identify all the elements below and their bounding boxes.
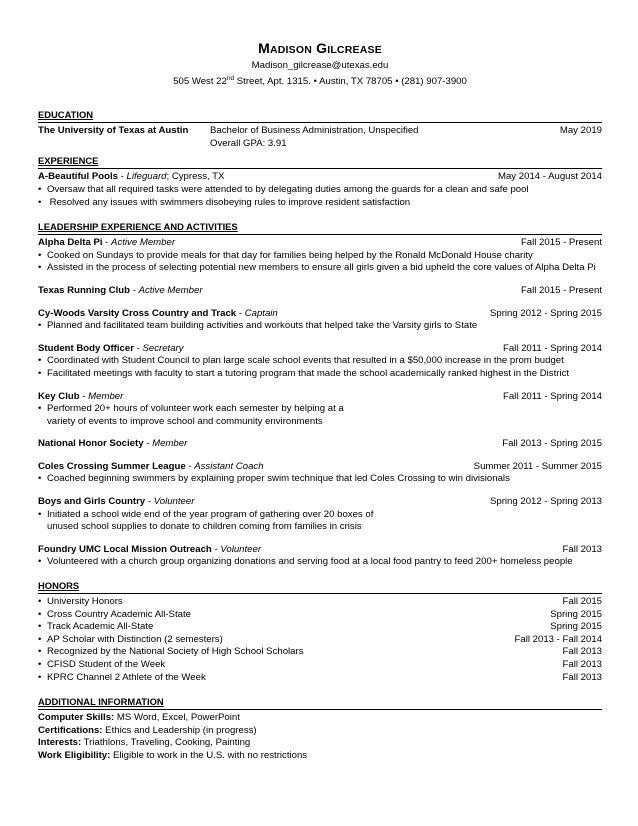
- bullet-continuation: unused school supplies to donate to children coming from families in crisis: [47, 521, 362, 533]
- info-value: MS Word, Excel, PowerPoint: [114, 712, 240, 724]
- info-value: Eligible to work in the U.S. with no restrictions: [110, 749, 308, 761]
- leadership-entry: [38, 285, 602, 298]
- leadership-entry: [38, 391, 602, 429]
- bullet-item: • Cooked on Sundays to provide meals for that day for families being helped by the Ronald McDonald House charity: [38, 249, 533, 261]
- bullet-separator: •: [313, 76, 317, 88]
- honor-name: CFISD Student of the Week: [47, 659, 166, 670]
- honor-name: KPRC Channel 2 Athlete of the Week: [47, 671, 206, 683]
- bullet-item: • Resolved any issues with swimmers disobeying rules to improve resident satisfaction: [38, 196, 411, 208]
- bullet-separator: •: [395, 76, 399, 88]
- address-superscript: nd: [226, 75, 235, 82]
- bullet-item: • Facilitated meetings with faculty to start a tutoring program that made the school academically ranked highest in the District: [38, 367, 570, 379]
- org-name: Coles Crossing Summer League: [38, 460, 186, 472]
- experience-header: A-Beautiful Pools - Lifeguard; Cypress, TX May 2014 - August 2014: [38, 171, 602, 183]
- address-street: 505 West 22: [173, 76, 227, 88]
- date-range: Spring 2012 - Spring 2015: [489, 307, 602, 319]
- role: Assistant Coach: [194, 460, 264, 472]
- honor-name: University Honors: [47, 596, 123, 608]
- bullet-item: • Performed 20+ hours of volunteer work each semester by helping at a: [38, 403, 344, 415]
- info-label: Work Eligibility:: [38, 749, 111, 761]
- role: Active Member: [111, 237, 176, 249]
- role: Active Member: [138, 284, 203, 296]
- honor-item: • Track Academic All-State Spring 2015: [38, 621, 602, 633]
- info-label: Certifications:: [38, 724, 103, 736]
- info-value: Triathlons, Traveling, Cooking, Painting: [81, 737, 251, 749]
- degree-name: Bachelor of Business Administration, Unspecified: [210, 125, 419, 137]
- leadership-entry: [38, 544, 602, 569]
- honor-name: Recognized by the National Society of High School Scholars: [47, 646, 304, 658]
- date-range: Summer 2011 - Summer 2015: [473, 460, 602, 472]
- education-date: May 2019: [559, 125, 602, 137]
- honor-name: Cross Country Academic All-State: [47, 608, 191, 620]
- date-range: Spring 2012 - Spring 2013: [489, 496, 602, 508]
- entry-header: Key Club - Member Fall 2011 - Spring 2014: [38, 390, 602, 402]
- leadership-entries: [38, 237, 602, 569]
- honor-date: Fall 2013 - Fall 2014: [514, 633, 602, 645]
- date-range: Fall 2015 - Present: [520, 284, 602, 296]
- honor-date: Spring 2015: [550, 608, 602, 620]
- info-line: [38, 725, 602, 738]
- name-last-initial: G: [316, 40, 328, 56]
- leadership-entry: [38, 308, 602, 333]
- honor-date: Fall 2013: [562, 671, 602, 683]
- section-title: LEADERSHIP EXPERIENCE AND ACTIVITIES: [38, 221, 602, 235]
- name-first-initial: M: [258, 40, 270, 56]
- experience-section: [38, 155, 602, 209]
- info-label: Computer Skills:: [38, 712, 115, 724]
- section-title: EXPERIENCE: [38, 155, 602, 169]
- additional-section: [38, 696, 602, 762]
- org-name: A-Beautiful Pools: [38, 171, 118, 183]
- bullet-item: • Initiated a school wide end of the year program of gathering over 20 boxes of: [38, 508, 374, 520]
- leadership-entry: [38, 343, 602, 381]
- date-range: Fall 2011 - Spring 2014: [502, 390, 602, 402]
- resume-name: [38, 40, 602, 56]
- honor-date: Fall 2015: [562, 596, 602, 608]
- org-name: Key Club: [38, 390, 80, 402]
- info-line: [38, 750, 602, 763]
- date-range: Fall 2015 - Present: [520, 237, 602, 249]
- leadership-entry: [38, 496, 602, 534]
- org-name: Boys and Girls Country: [38, 496, 146, 508]
- entry-header: Foundry UMC Local Mission Outreach - Volunteer Fall 2013: [38, 543, 602, 555]
- role: Member: [152, 438, 188, 450]
- info-line: [38, 712, 602, 725]
- leadership-entry: [38, 461, 602, 486]
- org-name: Texas Running Club: [38, 284, 131, 296]
- org-name: National Honor Society: [38, 438, 144, 450]
- date-range: May 2014 - August 2014: [497, 171, 602, 183]
- address-apt: Street, Apt. 1315.: [234, 76, 311, 88]
- honors-section: [38, 580, 602, 684]
- bullet-item: • Coached beginning swimmers by explaining proper swim technique that led Coles Crossing to win divisionals: [38, 473, 510, 485]
- name-first-rest: ADISON: [269, 44, 313, 56]
- entry-header: Coles Crossing Summer League - Assistant Coach Summer 2011 - Summer 2015: [38, 460, 602, 472]
- entry-header: Student Body Officer - Secretary Fall 2011 - Spring 2014: [38, 342, 602, 354]
- honor-item: • Recognized by the National Society of High School Scholars Fall 2013: [38, 646, 602, 658]
- date-range: Fall 2013 - Spring 2015: [502, 438, 602, 450]
- gpa: Overall GPA: 3.91: [210, 137, 287, 149]
- bullet-item: • Planned and facilitated team building activities and workouts that helped take the Varsity girls to State: [38, 320, 478, 332]
- date-range: Fall 2013: [562, 543, 602, 555]
- org-name: Student Body Officer: [38, 342, 134, 354]
- contact-address-line: [38, 72, 602, 88]
- section-title: HONORS: [38, 580, 602, 594]
- info-line: [38, 737, 602, 750]
- leadership-entry: [38, 237, 602, 275]
- honor-item: • AP Scholar with Distinction (2 semesters) Fall 2013 - Fall 2014: [38, 633, 602, 645]
- entry-header: Texas Running Club - Active Member Fall 2015 - Present: [38, 284, 602, 296]
- org-name: Foundry UMC Local Mission Outreach: [38, 543, 212, 555]
- bullet-item: • Oversaw that all required tasks were attended to by delegating duties among the guards for a clean and safe pool: [38, 183, 529, 195]
- role: Lifeguard: [126, 171, 167, 183]
- honor-name: AP Scholar with Distinction (2 semesters): [47, 633, 223, 645]
- section-title: ADDITIONAL INFORMATION: [38, 696, 602, 710]
- honor-date: Fall 2013: [562, 659, 602, 670]
- info-label: Interests:: [38, 737, 82, 749]
- honor-date: Fall 2013: [562, 646, 602, 658]
- additional-list: [38, 712, 602, 762]
- role: Member: [88, 390, 124, 402]
- bullet-item: • Volunteered with a church group organizing donations and serving food at a local food pantry to feed 200+ homeless people: [38, 556, 573, 568]
- honor-item: • University Honors Fall 2015: [38, 596, 602, 608]
- role: Captain: [244, 307, 278, 319]
- role: Volunteer: [153, 496, 195, 508]
- school-name: The University of Texas at Austin: [38, 125, 189, 137]
- address-city: Austin, TX 78705: [319, 76, 393, 88]
- degree: [210, 125, 560, 150]
- role: Secretary: [142, 342, 184, 354]
- leadership-section: [38, 221, 602, 569]
- education-section: [38, 109, 602, 150]
- honor-item: • CFISD Student of the Week Fall 2013: [38, 659, 602, 670]
- honor-item: • Cross Country Academic All-State Spring 2015: [38, 608, 602, 620]
- contact-email: Madison_gilcrease@utexas.edu: [251, 60, 389, 71]
- honor-name: Track Academic All-State: [47, 621, 154, 633]
- honor-item: • KPRC Channel 2 Athlete of the Week Fall 2013: [38, 671, 602, 683]
- resume-page: [38, 40, 602, 763]
- location: ; Cypress, TX: [166, 171, 225, 183]
- role: Volunteer: [220, 543, 262, 555]
- bullet-continuation: variety of events to improve school and community environments: [47, 415, 323, 427]
- entry-header: Cy-Woods Varsity Cross Country and Track - Captain Spring 2012 - Spring 2015: [38, 307, 602, 319]
- honor-date: Spring 2015: [550, 621, 602, 633]
- bullet-item: • Coordinated with Student Council to plan large scale school events that resulted in a $50,000 increase in the prom budget: [38, 355, 564, 367]
- bullet-item: • Assisted in the process of selecting potential new members to ensure all girls given a bid upheld the core values of Alpha Delta Pi: [38, 262, 596, 274]
- entry-header: Alpha Delta Pi - Active Member Fall 2015 - Present: [38, 237, 602, 249]
- info-value: Ethics and Leadership (in progress): [102, 724, 257, 736]
- leadership-entry: [38, 438, 602, 451]
- name-last-rest: ILCREASE: [327, 44, 382, 56]
- entry-header: Boys and Girls Country - Volunteer Spring 2012 - Spring 2013: [38, 496, 602, 508]
- org-name: Cy-Woods Varsity Cross Country and Track: [38, 307, 237, 319]
- entry-header: National Honor Society - Member Fall 2013 - Spring 2015: [38, 438, 602, 450]
- org-name: Alpha Delta Pi: [38, 237, 103, 249]
- honors-list: [38, 596, 602, 684]
- contact-phone: (281) 907-3900: [401, 76, 467, 88]
- section-title: EDUCATION: [38, 109, 602, 123]
- education-row: [38, 125, 602, 150]
- date-range: Fall 2011 - Spring 2014: [502, 342, 602, 354]
